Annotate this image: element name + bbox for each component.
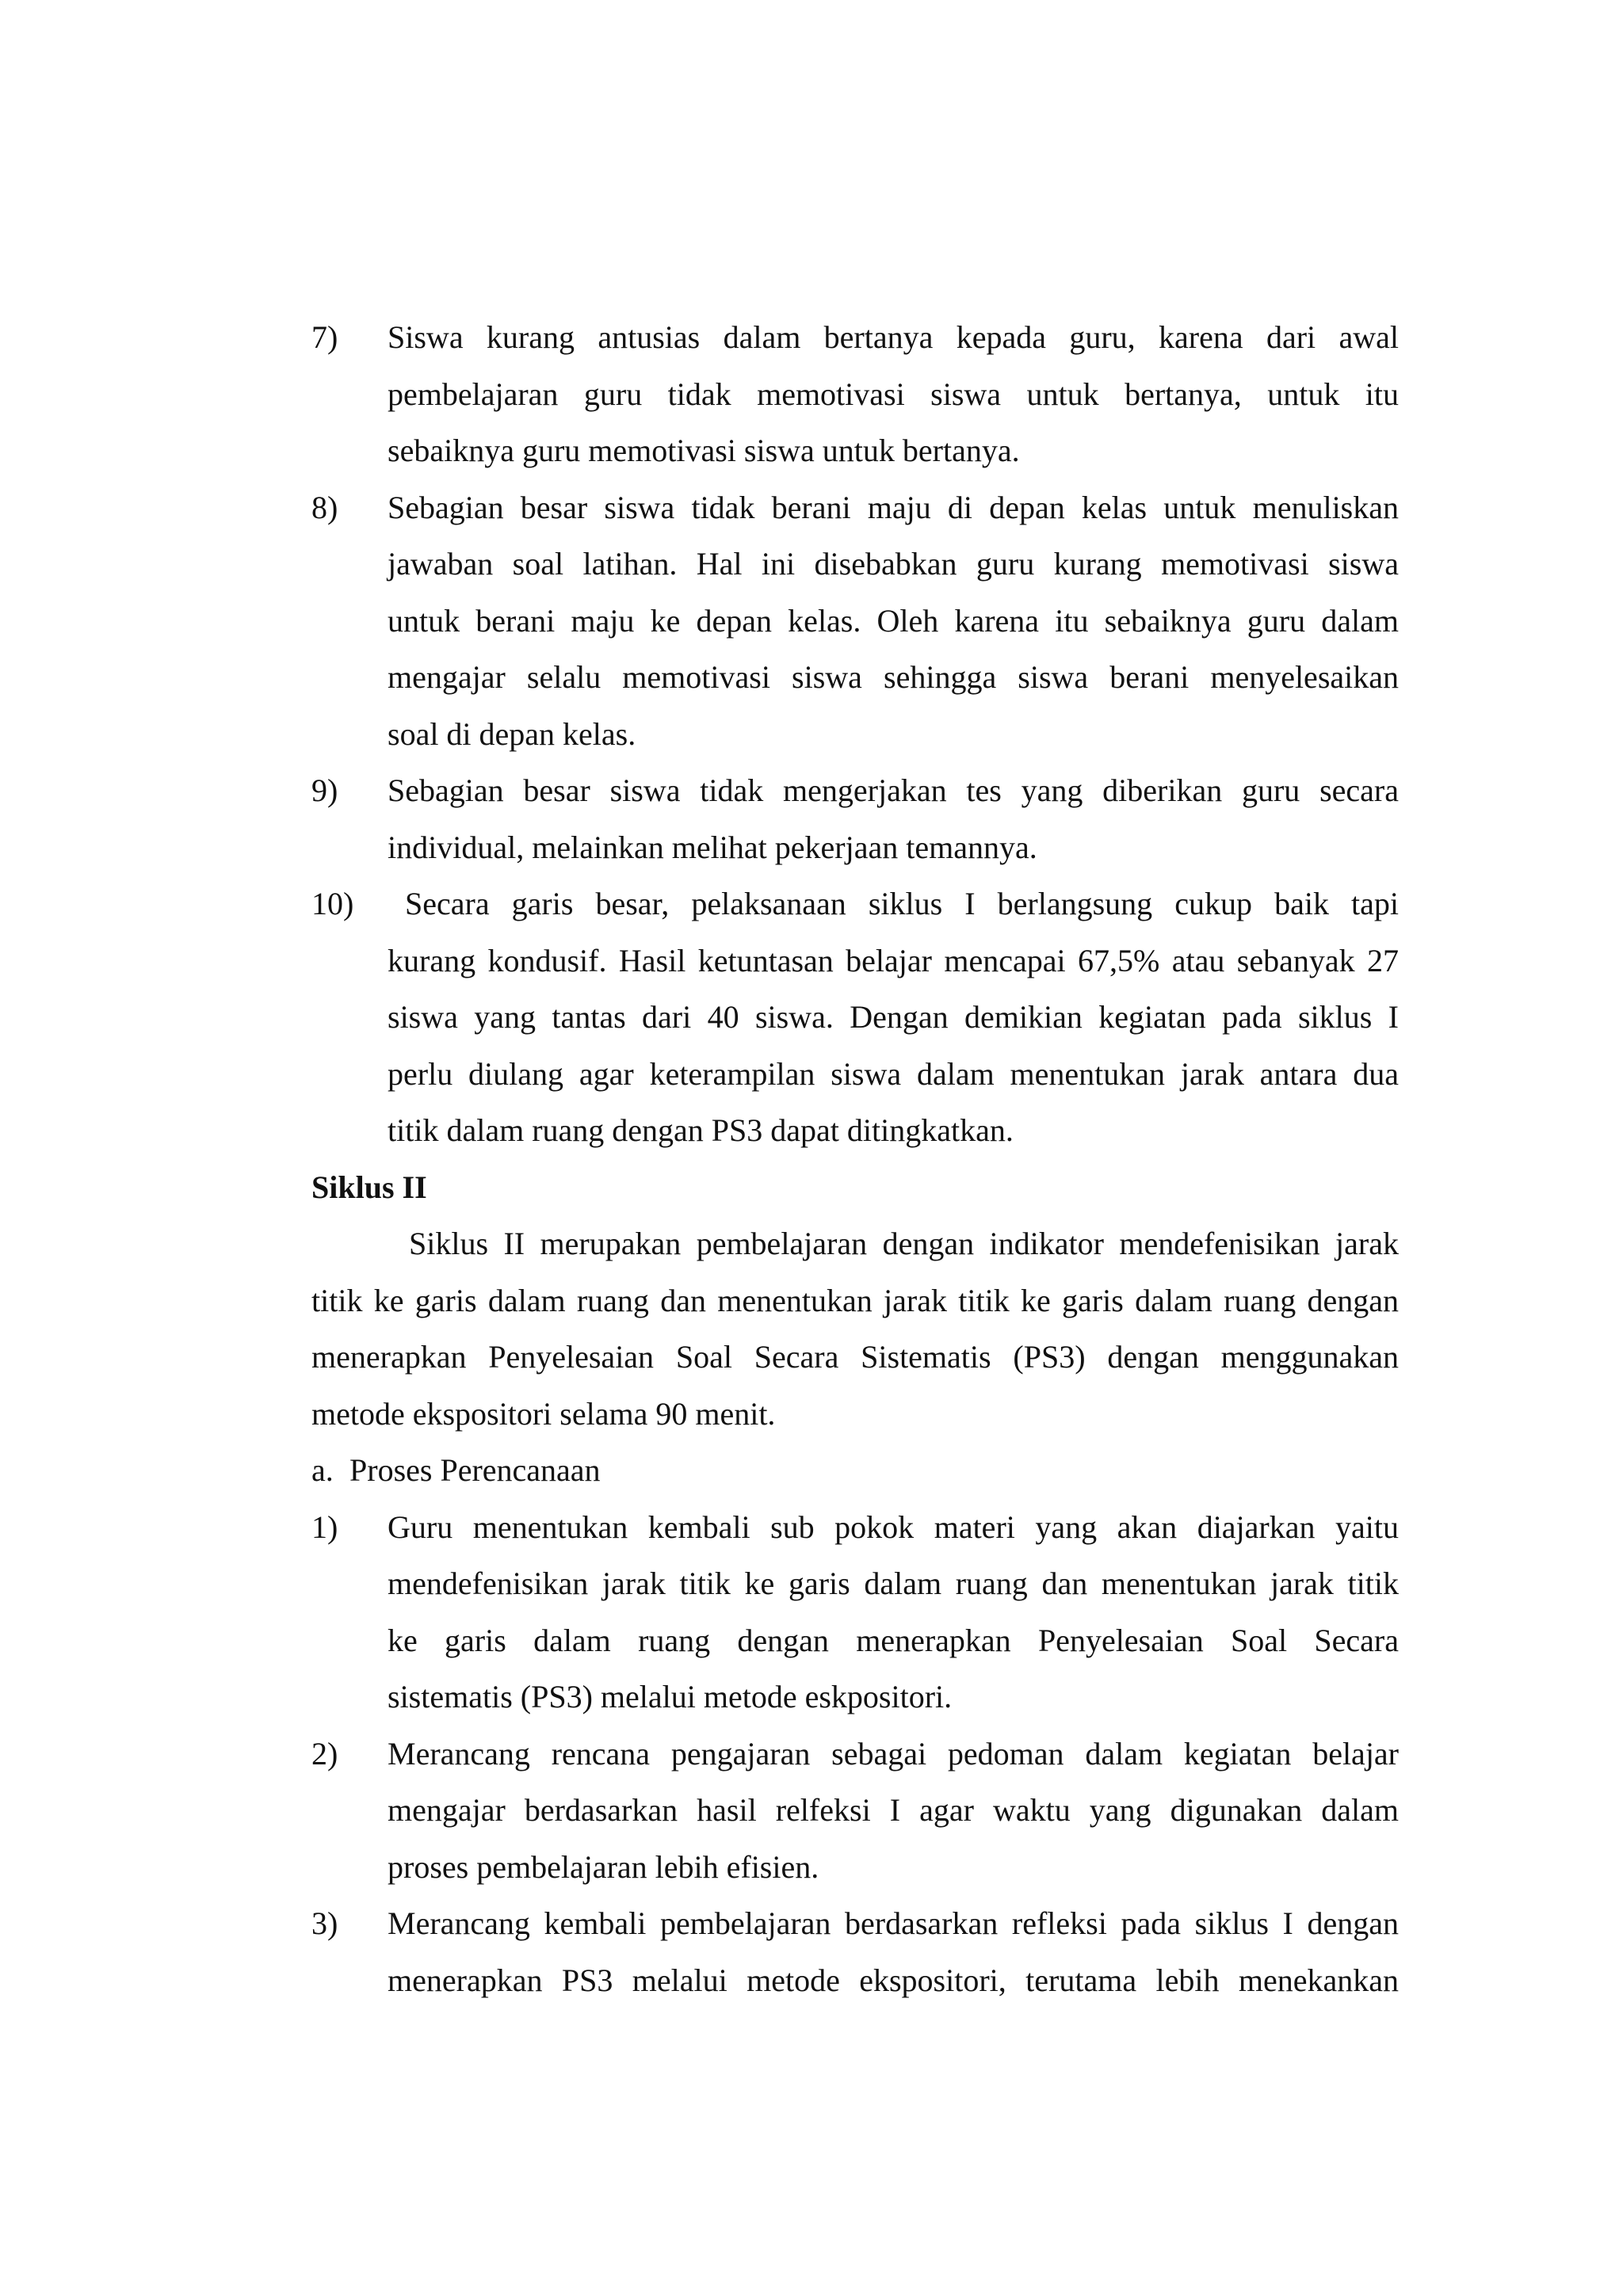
- text-line: sistematis (PS3) melalui metode eskpositori.: [388, 1679, 953, 1714]
- list-item-2: [311, 1726, 1399, 1783]
- text-line: proses pembelajaran lebih efisien.: [388, 1848, 819, 1885]
- list-marker: 2): [311, 1735, 338, 1772]
- list-item-9: [311, 762, 1399, 819]
- text-line: Siswa kurang antusias dalam bertanya kepada guru, karena dari awal: [388, 319, 1399, 355]
- text-line: Proses Perencanaan: [349, 1452, 601, 1488]
- body-text: [311, 309, 1399, 2008]
- text-line: ke garis dalam ruang dengan menerapkan Penyelesaian Soal Secara: [388, 1622, 1399, 1658]
- list-item-1: [311, 1499, 1399, 1556]
- text-line: Merancang kembali pembelajaran berdasarkan refleksi pada siklus I dengan: [388, 1905, 1399, 1941]
- text-line: Sebagian besar siswa tidak berani maju di depan kelas untuk menuliskan: [388, 489, 1399, 525]
- text-line: untuk berani maju ke depan kelas. Oleh karena itu sebaiknya guru dalam: [388, 602, 1399, 639]
- text-line: mendefenisikan jarak titik ke garis dalam ruang dan menentukan jarak titik: [388, 1566, 1399, 1601]
- text-line: jawaban soal latihan. Hal ini disebabkan guru kurang memotivasi siswa: [388, 546, 1399, 582]
- text-line: titik ke garis dalam ruang dan menentukan jarak titik ke garis dalam ruang dengan: [311, 1282, 1399, 1318]
- text-line: individual, melainkan melihat pekerjaan temannya.: [388, 829, 1037, 865]
- list-marker: a.: [311, 1452, 334, 1488]
- text-line: Guru menentukan kembali sub pokok materi yang akan diajarkan yaitu: [388, 1508, 1399, 1545]
- text-line: perlu diulang agar keterampilan siswa dalam menentukan jarak antara dua: [388, 1055, 1399, 1092]
- text-line: mengajar berdasarkan hasil relfeksi I agar waktu yang digunakan dalam: [388, 1792, 1399, 1828]
- text-line: Siklus II merupakan pembelajaran dengan indikator mendefenisikan jarak: [409, 1226, 1399, 1261]
- text-line: siswa yang tantas dari 40 siswa. Dengan demikian kegiatan pada siklus I: [388, 999, 1399, 1035]
- text-line: Sebagian besar siswa tidak mengerjakan tes yang diberikan guru secara: [388, 772, 1399, 808]
- section-heading: Siklus II: [311, 1169, 427, 1205]
- list-item-8: [311, 479, 1399, 536]
- list-item-3: [311, 1895, 1399, 1952]
- list-marker: 3): [311, 1905, 338, 1941]
- list-item-10: [311, 875, 1399, 933]
- subsection-heading: [311, 1442, 1399, 1499]
- text-line: Secara garis besar, pelaksanaan siklus I berlangsung cukup baik tapi: [405, 886, 1399, 921]
- list-marker: 7): [311, 319, 338, 355]
- list-marker: 9): [311, 772, 338, 808]
- text-line: soal di depan kelas.: [388, 715, 636, 752]
- text-line: metode ekspositori selama 90 menit.: [311, 1395, 776, 1432]
- list-marker: 1): [311, 1508, 338, 1545]
- text-line: titik dalam ruang dengan PS3 dapat ditingkatkan.: [388, 1112, 1014, 1148]
- list-marker: 8): [311, 489, 338, 525]
- text-line: menerapkan PS3 melalui metode ekspositori, terutama lebih menekankan: [388, 1962, 1399, 1998]
- text-line: Merancang rencana pengajaran sebagai pedoman dalam kegiatan belajar: [388, 1735, 1399, 1772]
- list-item-7: [311, 309, 1399, 366]
- text-line: pembelajaran guru tidak memotivasi siswa untuk bertanya, untuk itu: [388, 376, 1399, 412]
- text-line: sebaiknya guru memotivasi siswa untuk bertanya.: [388, 433, 1020, 468]
- text-line: kurang kondusif. Hasil ketuntasan belajar mencapai 67,5% atau sebanyak 27: [388, 942, 1399, 978]
- text-line: mengajar selalu memotivasi siswa sehingga siswa berani menyelesaikan: [388, 659, 1399, 695]
- text-line: menerapkan Penyelesaian Soal Secara Sistematis (PS3) dengan menggunakan: [311, 1339, 1399, 1375]
- list-marker: 10): [311, 886, 354, 921]
